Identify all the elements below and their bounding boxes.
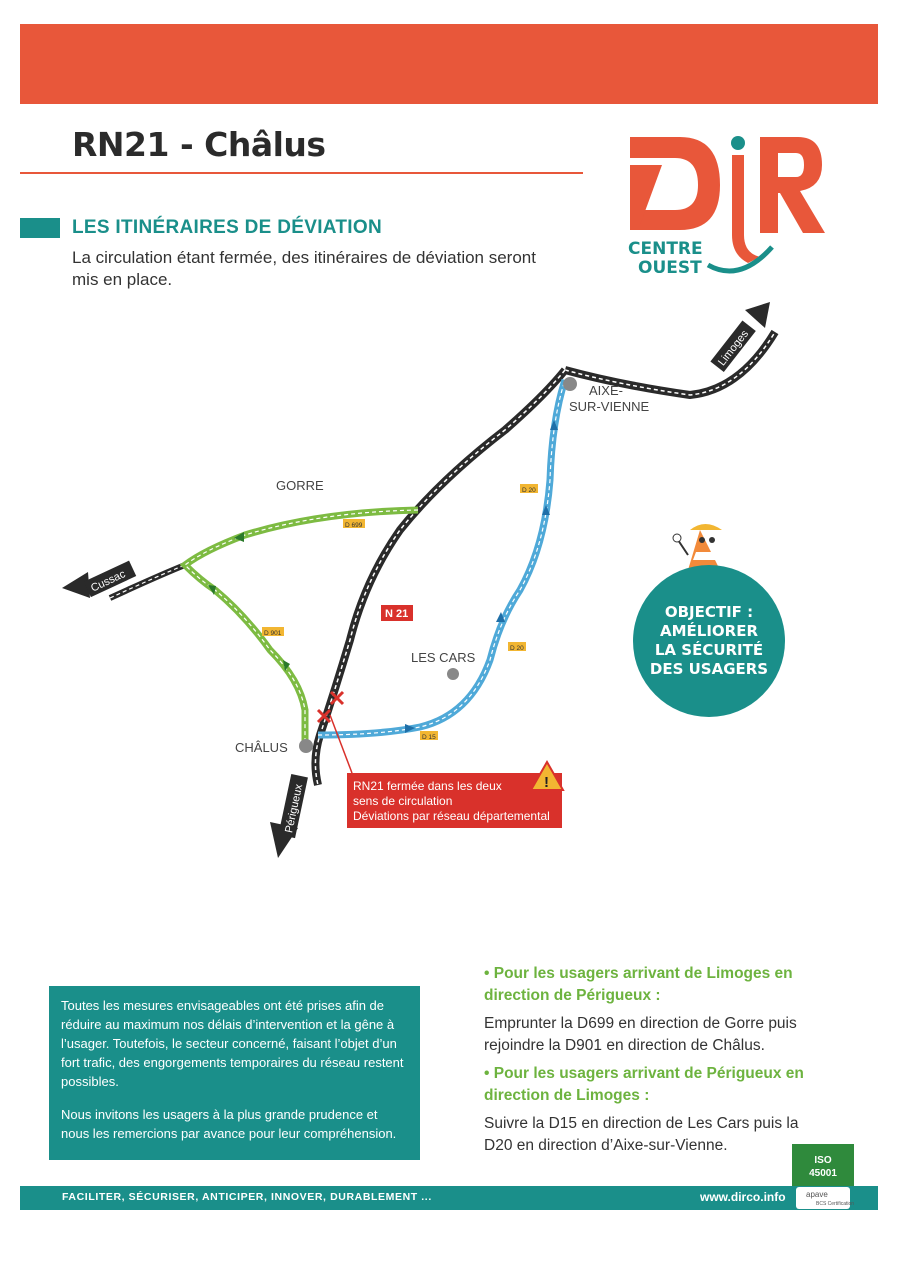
- instruction-1-head: • Pour les usagers arrivant de Limoges en direction de Périgueux :: [484, 965, 793, 1004]
- town-aixe: [563, 377, 577, 391]
- badge-line-4: DES USAGERS: [649, 660, 769, 678]
- section-title: LES ITINÉRAIRES DE DÉVIATION: [72, 217, 382, 238]
- badge-line-1: OBJECTIF :: [664, 603, 754, 621]
- closure-callout-line: [330, 715, 352, 773]
- road-label-d20-south: D 20: [510, 645, 524, 652]
- place-gorre: GORRE: [276, 478, 324, 493]
- road-label-d699: D 699: [345, 522, 363, 529]
- label-cussac: Cussac: [89, 568, 128, 595]
- logo-line-centre: CENTRE: [628, 239, 703, 259]
- instruction-2-body: Suivre la D15 en direction de Les Cars puis la D20 en direction d’Aixe-sur-Vienne.: [484, 1115, 799, 1154]
- info-box: [49, 986, 420, 1160]
- label-perigueux: Périgueux: [283, 783, 306, 835]
- cert-logo: apave: [806, 1190, 828, 1199]
- place-chalus: CHÂLUS: [235, 740, 288, 755]
- route-green: [185, 510, 418, 745]
- instructions: [484, 963, 824, 1163]
- badge-line-3: LA SÉCURITÉ: [654, 641, 764, 659]
- label-limoges: Limoges: [716, 328, 752, 369]
- closure-line-2: sens de circulation: [353, 794, 453, 808]
- road-label-d901: D 901: [264, 630, 282, 637]
- town-lescars: [447, 668, 459, 680]
- route-blue: [318, 380, 565, 735]
- road-label-d15: D 15: [422, 734, 436, 741]
- closure-line-3: Déviations par réseau départemental: [353, 809, 550, 823]
- logo-line-ouest: OUEST: [638, 258, 702, 278]
- top-banner: [20, 24, 878, 104]
- footer-slogan: FACILITER, SÉCURISER, ANTICIPER, INNOVER, DURABLEMENT ...: [62, 1191, 432, 1203]
- info-paragraph-2: Nous invitons les usagers à la plus grande prudence et nous les remercions par avance pour leur compréhension.: [61, 1107, 397, 1141]
- iso-number: 45001: [809, 1168, 837, 1179]
- instruction-2-head: • Pour les usagers arrivant de Périgueux en direction de Limoges :: [484, 1065, 804, 1104]
- title-underline: [20, 172, 583, 174]
- iso-label: ISO: [814, 1155, 832, 1166]
- town-chalus: [299, 739, 313, 753]
- road-label-n21: N 21: [385, 608, 409, 620]
- objective-badge: [633, 565, 785, 717]
- section-intro: La circulation étant fermée, des itinéraires de déviation seront mis en place.: [72, 248, 536, 289]
- footer-website-link[interactable]: www.dirco.info: [700, 1190, 786, 1204]
- logo-subtitle: [628, 240, 703, 278]
- section-marker: [20, 218, 60, 238]
- place-lescars: LES CARS: [411, 650, 476, 665]
- place-aixe-2: SUR-VIENNE: [569, 399, 650, 414]
- info-paragraph-1: Toutes les mesures envisageables ont été prises afin de réduire au maximum nos délais d’intervention et la gêne à l’usager. Toutefois, le secteur concerné, faisant l’objet d’un fort trafic, des engorgements temporaires du réseau restent possibles.: [61, 998, 404, 1089]
- page-title: RN21 - Châlus: [72, 125, 326, 164]
- limoges-arrow-icon: [745, 302, 770, 328]
- cert-logo-sub: BCS Certification: [816, 1201, 855, 1207]
- svg-text:!: !: [544, 774, 549, 791]
- place-aixe-1: AIXE-: [589, 383, 623, 398]
- road-label-d20-north: D 20: [522, 487, 536, 494]
- closure-line-1: RN21 fermée dans les deux: [353, 779, 502, 793]
- badge-line-2: AMÉLIORER: [659, 622, 759, 640]
- instruction-1-body: Emprunter la D699 en direction de Gorre puis rejoindre la D901 en direction de Châlus.: [484, 1015, 797, 1054]
